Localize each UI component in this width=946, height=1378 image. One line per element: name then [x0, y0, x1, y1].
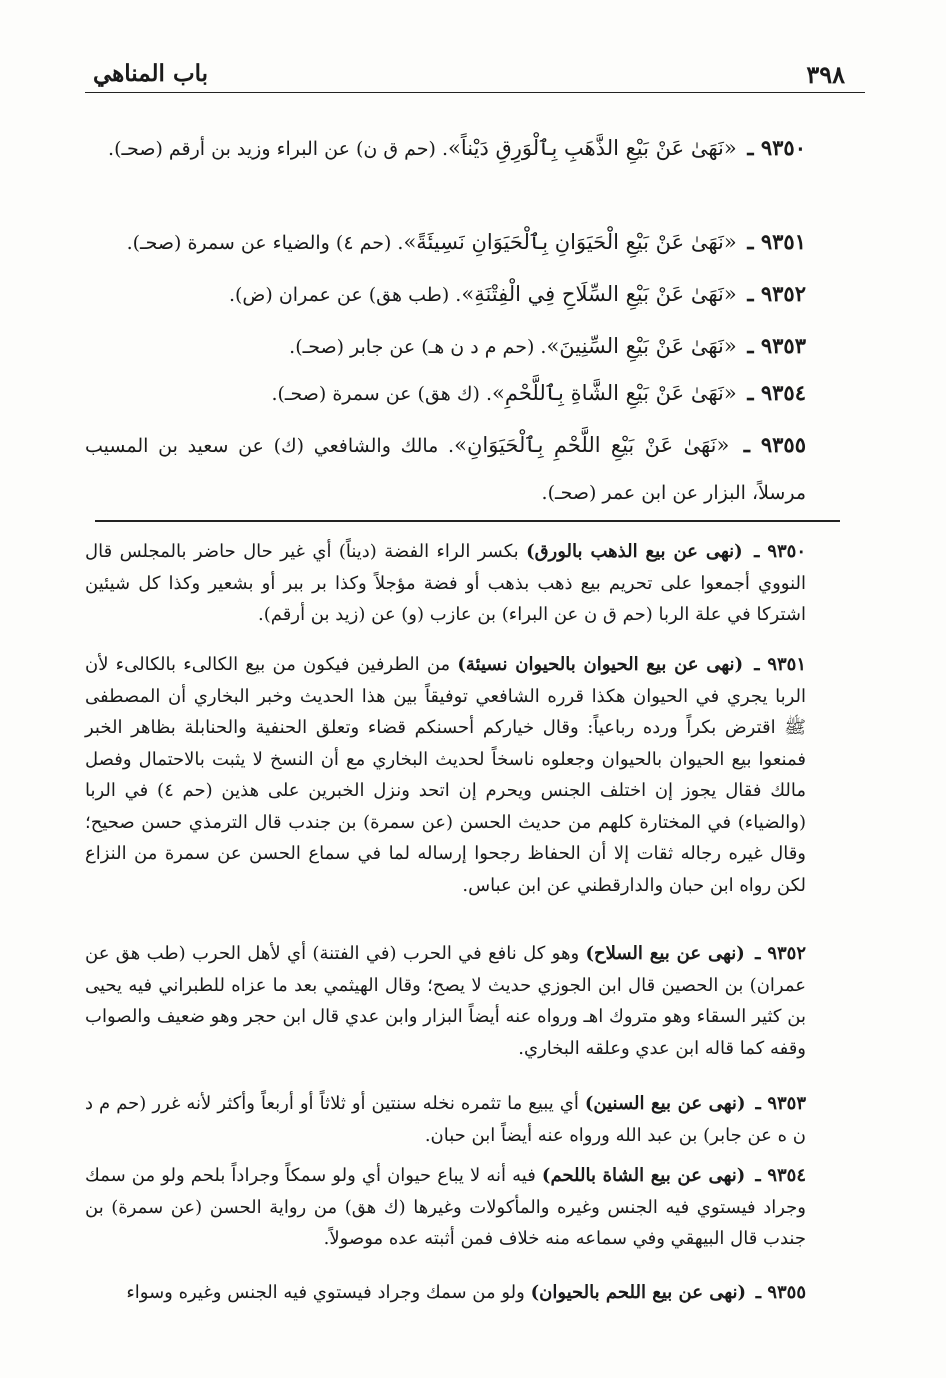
hadith-source: . (طب هق) عن عمران (ض). — [228, 284, 462, 306]
commentary-title: (نهى عن بيع الذهب بالورق) — [526, 541, 743, 562]
commentary-9353 — [85, 1088, 806, 1151]
commentary-title: (نهى عن بيع السنين) — [584, 1093, 746, 1114]
hadith-9352 — [85, 271, 806, 318]
hadith-source: . مالك والشافعي (ك) عن سعيد بن المسيب مرسلاً، البزار عن ابن عمر (صحـ). — [85, 435, 806, 504]
commentary-9355 — [85, 1277, 806, 1309]
hadith-source: . (حم م د ن هـ) عن جابر (صحـ). — [289, 336, 547, 358]
commentary-number: ٩٣٥١ ـ — [754, 654, 806, 675]
page-number: ٣٩٨ — [806, 60, 845, 89]
hadith-number: ٩٣٥٣ ـ — [747, 333, 806, 358]
hadith-number: ٩٣٥٠ ـ — [747, 135, 806, 160]
commentary-9354 — [85, 1160, 806, 1255]
footnote-separator — [95, 520, 840, 522]
hadith-text: «نَهَىٰ عَنْ بَيْعِ الْحَيَوَانِ بِٱلْحَيَوَانِ نَسِيئَةً» — [403, 230, 737, 254]
hadith-9350 — [85, 125, 806, 172]
commentary-body: ولو من سمك وجراد فيستوي فيه الجنس وغيره وسواء — [126, 1282, 531, 1303]
commentary-number: ٩٣٥٥ ـ — [755, 1282, 806, 1303]
hadith-text: «نَهَىٰ عَنْ بَيْعِ الذَّهَبِ بِٱلْوَرِقِ دَيْناً» — [448, 136, 737, 160]
hadith-9354 — [85, 370, 806, 417]
commentary-number: ٩٣٥٠ ـ — [754, 541, 806, 562]
hadith-text: «نَهَىٰ عَنْ بَيْعِ السِّنِينَ» — [546, 334, 737, 358]
hadith-9355 — [85, 422, 806, 516]
commentary-title: (نهى عن بيع اللحم بالحيوان) — [530, 1282, 747, 1303]
hadith-9351 — [85, 219, 806, 266]
commentary-number: ٩٣٥٢ ـ — [755, 943, 806, 964]
hadith-number: ٩٣٥١ ـ — [747, 229, 806, 254]
commentary-title: (نهى عن بيع الشاة باللحم) — [541, 1165, 746, 1186]
commentary-title: (نهى عن بيع السلاح) — [585, 943, 745, 964]
hadith-number: ٩٣٥٢ ـ — [747, 281, 806, 306]
hadith-text: «نَهَىٰ عَنْ بَيْعِ السِّلَاحِ فِي الْفِتْنَةِ» — [461, 282, 737, 306]
hadith-number: ٩٣٥٥ ـ — [743, 432, 806, 457]
hadith-9353 — [85, 323, 806, 370]
chapter-title: باب المناهي — [93, 60, 209, 87]
commentary-body: من الطرفين فيكون من بيع الكالىء بالكالىء لأن الربا يجري في الحيوان هكذا قرره الشافعي توفيقاً بين هذا الحديث وخبر البخاري أن المصطفى ﷺ اقترض بكراً ورده رباعياً: وقال خياركم أحسنكم قضاء وتعلق الحنفية والحنابلة بظاهر الخبر فمنعوا بيع الحيوان بالحيوان وجعلوه ناسخاً لحديث البخاري مع أن النسخ لا يثبت بالاحتمال وفصل مالك فقال يجوز إن اختلف الجنس ويحرم إن اتحد ونزل الخبرين على هذين (حم ٤) في الربا (والضياء) في المختارة كلهم من حديث الحسن (عن سمرة) بن جندب قال الترمذي حسن صحيح؛ وقال غيره رجاله ثقات إلا أن الحفاظ رجحوا إرساله لما في سماع الحسن عن سمرة من النزاع لكن رواه ابن حبان والدارقطني عن ابن عباس. — [85, 654, 807, 896]
hadith-source: . (حم ٤) والضياء عن سمرة (صحـ). — [126, 232, 404, 254]
commentary-body: بكسر الراء الفضة (ديناً) أي غير حال حاضر بالمجلس قال النووي أجمعوا على تحريم بيع ذهب بذهب أو فضة مؤجلاً وكذا بر ببر أو بشعير وكذا كل شيئين اشتركا في علة الربا (حم ق ن عن البراء) بن عازب (و) عن (زيد بن أرقم). — [85, 541, 806, 625]
commentary-title: (نهى عن بيع الحيوان بالحيوان نسيئة) — [457, 654, 744, 675]
commentary-9351 — [85, 649, 806, 901]
commentary-9352 — [85, 938, 806, 1064]
hadith-number: ٩٣٥٤ ـ — [747, 380, 806, 405]
hadith-source: . (حم ق ن) عن البراء وزيد بن أرقم (صحـ). — [108, 138, 449, 160]
commentary-number: ٩٣٥٣ ـ — [755, 1093, 807, 1114]
commentary-9350 — [85, 536, 806, 631]
hadith-text: «نَهَىٰ عَنْ بَيْعِ الشَّاةِ بِٱللَّحْمِ» — [492, 381, 737, 405]
page-header — [85, 52, 865, 93]
commentary-body: أي يبيع ما تثمره نخله سنتين أو ثلاثاً أو أربعاً وأكثر لأنه غرر (حم م د ن ه عن جابر) بن عبد الله ورواه عنه أيضاً ابن حبان. — [85, 1093, 806, 1146]
commentary-body: فيه أنه لا يباع حيوان أي ولو سمكاً وجراداً بلحم ولو من سمك وجراد فيستوي فيه الجنس وغيره والمأكولات وغيرها (ك هق) من رواية الحسن (عن سمرة) بن جندب قال البيهقي وفي سماعه منه خلاف فمن أثبته عده موصولاً. — [85, 1165, 806, 1249]
commentary-body: وهو كل نافع في الحرب (في الفتنة) أي لأهل الحرب (طب هق عن عمران) بن الحصين قال ابن الجوزي حديث لا يصح؛ وقال الهيثمي بعد ما عزاه للطبراني فيه يحيى بن كثير السقاء وهو متروك اهـ ورواه عنه أيضاً البزار وابن عدي قال ابن حجر وهو ضعيف والصواب وقفه كما قاله ابن عدي وعلقه البخاري. — [85, 943, 806, 1059]
hadith-text: «نَهَىٰ عَنْ بَيْعِ اللَّحْمِ بِٱلْحَيَوَانِ» — [454, 433, 730, 457]
hadith-source: . (ك هق) عن سمرة (صحـ). — [271, 383, 493, 405]
commentary-number: ٩٣٥٤ ـ — [755, 1165, 806, 1186]
